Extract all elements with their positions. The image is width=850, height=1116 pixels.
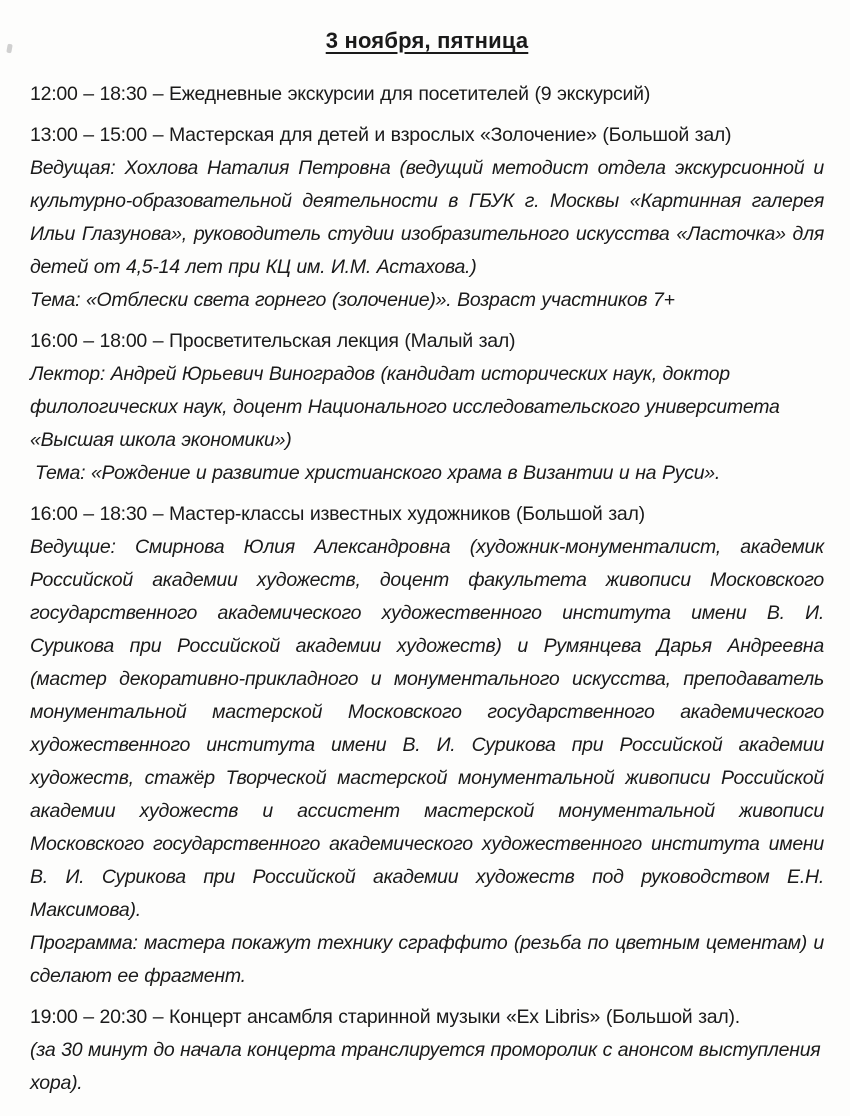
schedule-event-line: 16:00 – 18:00 – Просветительская лекция (Малый зал)	[30, 330, 516, 352]
schedule-description-line: Ведущие: Смирнова Юлия Александровна (художник-монументалист, академик Российской академии художеств, доцент факультета живописи Московского государственного академического художественного института имени В. И. Сурикова при Российской академии художеств) и Румянцева Дарья Андреевна (мастер декоративно-прикладного и монументального искусства, преподаватель монументальной мастерской Московского государственного академического художественного института имени В. И. Сурикова при Российской академии художеств, стажёр Творческой мастерской монументальной живописи Российской академии художеств и ассистент мастерской монументальной живописи Московского государственного академического художественного института имени В. И. Сурикова при Российской академии художеств под руководством Е.Н. Максимова).	[30, 536, 824, 921]
schedule-event-line: 16:00 – 18:30 – Мастер-классы известных художников (Большой зал)	[30, 503, 645, 525]
schedule-description-line: Ведущая: Хохлова Наталия Петровна (ведущий методист отдела экскурсионной и культурно-образовательной деятельности в ГБУК г. Москвы «Картинная галерея Ильи Глазунова», руководитель студии изобразительного искусства «Ласточка» для детей от 4,5-14 лет при КЦ им. И.М. Астахова.)	[30, 157, 824, 278]
schedule-description-line: Программа: мастера покажут технику сграффито (резьба по цветным цементам) и сделают ее фрагмент.	[30, 932, 824, 987]
schedule-description-line: Лектор: Андрей Юрьевич Виноградов (кандидат исторических наук, доктор филологических наук, доцент Национального исследовательского университета «Высшая школа экономики»)	[30, 363, 780, 451]
schedule-event-line: 12:00 – 18:30 – Ежедневные экскурсии для посетителей (9 экскурсий)	[30, 83, 651, 105]
schedule-body	[30, 78, 824, 1100]
date-heading-text: 3 ноября, пятница	[325, 28, 529, 53]
schedule-event-line: 19:00 – 20:30 – Концерт ансамбля старинной музыки «Ex Libris» (Большой зал).	[30, 1006, 740, 1028]
scan-artifact-mark	[6, 44, 12, 54]
schedule-description-line: Тема: «Рождение и развитие христианского храма в Византии и на Руси».	[35, 462, 721, 484]
date-heading	[30, 28, 824, 54]
schedule-event-line: 13:00 – 15:00 – Мастерская для детей и взрослых «Золочение» (Большой зал)	[30, 124, 732, 146]
schedule-description-line: (за 30 минут до начала концерта транслируется проморолик с анонсом выступления хора).	[30, 1039, 821, 1094]
schedule-description-line: Тема: «Отблески света горнего (золочение)». Возраст участников 7+	[30, 289, 675, 311]
